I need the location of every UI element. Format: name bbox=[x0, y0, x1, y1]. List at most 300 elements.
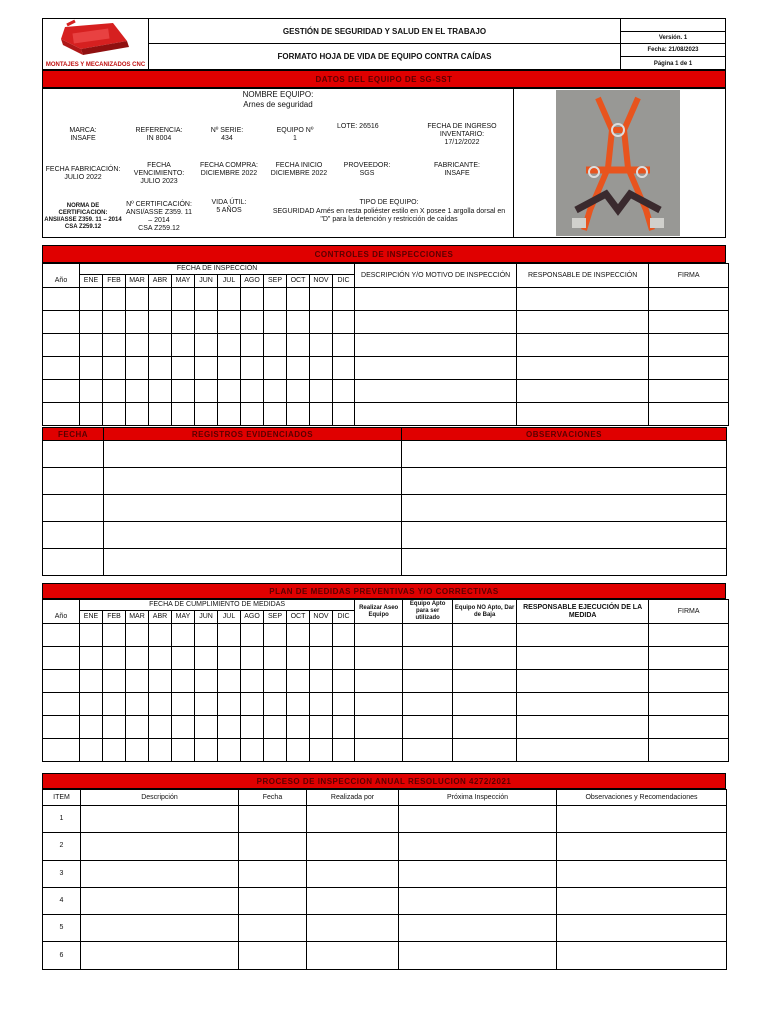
proceso-cell[interactable] bbox=[239, 860, 307, 887]
plan-row-cell[interactable] bbox=[453, 693, 517, 716]
plan-row-cell[interactable] bbox=[43, 624, 80, 647]
plan-row-cell[interactable] bbox=[649, 716, 729, 739]
proceso-cell[interactable] bbox=[307, 887, 399, 914]
registro-row-cell[interactable] bbox=[43, 468, 104, 495]
inspeccion-row-cell[interactable] bbox=[241, 288, 264, 311]
proceso-cell[interactable] bbox=[307, 806, 399, 833]
inspeccion-row-cell[interactable] bbox=[355, 311, 517, 334]
inspeccion-row-cell[interactable] bbox=[287, 380, 310, 403]
inspeccion-row-cell[interactable] bbox=[195, 357, 218, 380]
inspeccion-row-cell[interactable] bbox=[241, 380, 264, 403]
plan-month-jun: JUN bbox=[195, 611, 218, 624]
registro-row-cell[interactable] bbox=[104, 549, 402, 576]
registro-row bbox=[43, 441, 727, 468]
plan-row-cell[interactable] bbox=[287, 716, 310, 739]
plan-row-cell[interactable] bbox=[287, 624, 310, 647]
proceso-row bbox=[43, 860, 727, 887]
inspeccion-row-cell[interactable] bbox=[149, 334, 172, 357]
proceso-row bbox=[43, 833, 727, 860]
inspeccion-row-cell[interactable] bbox=[80, 311, 103, 334]
inspeccion-row-cell[interactable] bbox=[287, 334, 310, 357]
inspeccion-row-cell[interactable] bbox=[517, 311, 649, 334]
inspeccion-row-cell[interactable] bbox=[649, 311, 729, 334]
proceso-header-5: Observaciones y Recomendaciones bbox=[557, 790, 727, 806]
inspeccion-row-cell[interactable] bbox=[649, 380, 729, 403]
plan-row-cell[interactable] bbox=[43, 739, 80, 762]
inspeccion-row-cell[interactable] bbox=[355, 357, 517, 380]
plan-row-cell[interactable] bbox=[149, 693, 172, 716]
proceso-cell[interactable] bbox=[557, 915, 727, 942]
plan-row-cell[interactable] bbox=[195, 670, 218, 693]
plan-row-cell[interactable] bbox=[649, 624, 729, 647]
plan-row-cell[interactable] bbox=[517, 693, 649, 716]
plan-row-cell[interactable] bbox=[649, 739, 729, 762]
proceso-cell[interactable] bbox=[81, 806, 239, 833]
plan-row-cell[interactable] bbox=[287, 647, 310, 670]
inspeccion-row-cell[interactable] bbox=[355, 380, 517, 403]
inspeccion-row-cell[interactable] bbox=[218, 403, 241, 426]
inspeccion-row-cell[interactable] bbox=[149, 357, 172, 380]
plan-row-cell[interactable] bbox=[80, 670, 103, 693]
inspeccion-row-cell[interactable] bbox=[126, 334, 149, 357]
inspeccion-row-cell[interactable] bbox=[126, 380, 149, 403]
registro-row-cell[interactable] bbox=[402, 495, 727, 522]
proceso-cell[interactable] bbox=[81, 942, 239, 969]
plan-row-cell[interactable] bbox=[649, 670, 729, 693]
inspeccion-row-cell[interactable] bbox=[649, 334, 729, 357]
inspeccion-row bbox=[43, 334, 729, 357]
inspeccion-row-cell[interactable] bbox=[43, 334, 80, 357]
inspeccion-row-cell[interactable] bbox=[149, 403, 172, 426]
plan-row-cell[interactable] bbox=[241, 739, 264, 762]
registro-row-cell[interactable] bbox=[43, 495, 104, 522]
proceso-cell[interactable] bbox=[307, 942, 399, 969]
plan-row-cell[interactable] bbox=[264, 624, 287, 647]
inspeccion-row-cell[interactable] bbox=[287, 357, 310, 380]
proceso-cell[interactable] bbox=[239, 915, 307, 942]
inspeccion-row-cell[interactable] bbox=[355, 288, 517, 311]
plan-row-cell[interactable] bbox=[355, 739, 403, 762]
no-apto-header: Equipo NO Apto, Dar de Baja bbox=[453, 600, 517, 624]
plan-row-cell[interactable] bbox=[103, 693, 126, 716]
plan-row-cell[interactable] bbox=[241, 624, 264, 647]
plan-month-oct: OCT bbox=[287, 611, 310, 624]
plan-row-cell[interactable] bbox=[287, 693, 310, 716]
proceso-item-number: 1 bbox=[43, 806, 81, 833]
plan-month-nov: NOV bbox=[310, 611, 333, 624]
fecha-inspeccion-header: FECHA DE INSPECCIÓN bbox=[80, 264, 355, 275]
plan-row-cell[interactable] bbox=[126, 647, 149, 670]
registro-row bbox=[43, 549, 727, 576]
plan-row-cell[interactable] bbox=[403, 624, 453, 647]
inspeccion-row-cell[interactable] bbox=[517, 380, 649, 403]
proceso-cell[interactable] bbox=[307, 915, 399, 942]
registro-row-cell[interactable] bbox=[402, 468, 727, 495]
proceso-header-2: Fecha bbox=[239, 790, 307, 806]
inspeccion-row-cell[interactable] bbox=[264, 334, 287, 357]
plan-row-cell[interactable] bbox=[403, 647, 453, 670]
inspeccion-row-cell[interactable] bbox=[43, 311, 80, 334]
proceso-cell[interactable] bbox=[399, 915, 557, 942]
inspeccion-row-cell[interactable] bbox=[310, 403, 333, 426]
inspeccion-row-cell[interactable] bbox=[333, 357, 355, 380]
registro-row-cell[interactable] bbox=[43, 522, 104, 549]
proceso-item-number: 2 bbox=[43, 833, 81, 860]
plan-row-cell[interactable] bbox=[172, 739, 195, 762]
plan-row-cell[interactable] bbox=[355, 670, 403, 693]
plan-row bbox=[43, 716, 729, 739]
plan-row-cell[interactable] bbox=[126, 739, 149, 762]
proceso-cell[interactable] bbox=[239, 887, 307, 914]
plan-row-cell[interactable] bbox=[172, 693, 195, 716]
inspeccion-row-cell[interactable] bbox=[103, 357, 126, 380]
proceso-cell[interactable] bbox=[557, 833, 727, 860]
inspeccion-row bbox=[43, 380, 729, 403]
plan-row-cell[interactable] bbox=[403, 670, 453, 693]
inspeccion-row-cell[interactable] bbox=[80, 403, 103, 426]
inspeccion-row-cell[interactable] bbox=[264, 380, 287, 403]
proceso-row bbox=[43, 806, 727, 833]
proceso-cell[interactable] bbox=[81, 860, 239, 887]
inspeccion-row-cell[interactable] bbox=[333, 380, 355, 403]
plan-row-cell[interactable] bbox=[103, 647, 126, 670]
proceso-cell[interactable] bbox=[81, 915, 239, 942]
plan-row-cell[interactable] bbox=[172, 624, 195, 647]
inspeccion-row-cell[interactable] bbox=[287, 288, 310, 311]
plan-row-cell[interactable] bbox=[43, 647, 80, 670]
plan-row-cell[interactable] bbox=[453, 716, 517, 739]
inspeccion-row-cell[interactable] bbox=[43, 357, 80, 380]
plan-row-cell[interactable] bbox=[264, 670, 287, 693]
plan-row-cell[interactable] bbox=[310, 693, 333, 716]
registro-row-cell[interactable] bbox=[402, 441, 727, 468]
plan-row-cell[interactable] bbox=[264, 647, 287, 670]
plan-row-cell[interactable] bbox=[333, 739, 355, 762]
proceso-cell[interactable] bbox=[399, 942, 557, 969]
plan-row-cell[interactable] bbox=[241, 647, 264, 670]
plan-row-cell[interactable] bbox=[649, 693, 729, 716]
inspeccion-row-cell[interactable] bbox=[195, 311, 218, 334]
proceso-cell[interactable] bbox=[239, 942, 307, 969]
inspeccion-row-cell[interactable] bbox=[310, 311, 333, 334]
plan-section-title: PLAN DE MEDIDAS PREVENTIVAS Y/O CORRECTIVAS bbox=[42, 583, 726, 599]
plan-row-cell[interactable] bbox=[195, 739, 218, 762]
plan-row-cell[interactable] bbox=[149, 739, 172, 762]
inspeccion-row-cell[interactable] bbox=[333, 288, 355, 311]
plan-row-cell[interactable] bbox=[126, 670, 149, 693]
controles-month-jun: JUN bbox=[195, 275, 218, 288]
plan-month-ene: ENE bbox=[80, 611, 103, 624]
page-title: GESTIÓN DE SEGURIDAD Y SALUD EN EL TRABAJO bbox=[148, 18, 621, 44]
plan-row-cell[interactable] bbox=[355, 624, 403, 647]
inspeccion-row-cell[interactable] bbox=[218, 311, 241, 334]
inspeccion-row-cell[interactable] bbox=[517, 403, 649, 426]
fabricante-cell: FABRICANTE: INSAFE bbox=[434, 162, 480, 177]
proceso-cell[interactable] bbox=[81, 887, 239, 914]
apto-header: Equipo Apto para ser utilizado bbox=[403, 600, 453, 624]
plan-row-cell[interactable] bbox=[103, 624, 126, 647]
version-label: Versión. 1 bbox=[620, 31, 726, 44]
plan-row-cell[interactable] bbox=[195, 693, 218, 716]
plan-row-cell[interactable] bbox=[80, 693, 103, 716]
registro-row-cell[interactable] bbox=[402, 549, 727, 576]
proceso-cell[interactable] bbox=[307, 833, 399, 860]
proceso-cell[interactable] bbox=[557, 887, 727, 914]
inspeccion-row-cell[interactable] bbox=[172, 334, 195, 357]
controles-month-mar: MAR bbox=[126, 275, 149, 288]
controles-month-may: MAY bbox=[172, 275, 195, 288]
controles-month-nov: NOV bbox=[310, 275, 333, 288]
fecha-ingreso-cell: FECHA DE INGRESO INVENTARIO: 17/12/2022 bbox=[427, 123, 497, 146]
plan-row-cell[interactable] bbox=[195, 624, 218, 647]
inspeccion-row-cell[interactable] bbox=[172, 380, 195, 403]
plan-row-cell[interactable] bbox=[218, 624, 241, 647]
plan-row-cell[interactable] bbox=[517, 624, 649, 647]
controles-month-ago: AGO bbox=[241, 275, 264, 288]
inspeccion-row-cell[interactable] bbox=[517, 334, 649, 357]
plan-row-cell[interactable] bbox=[333, 693, 355, 716]
plan-row-cell[interactable] bbox=[517, 716, 649, 739]
plan-row-cell[interactable] bbox=[172, 647, 195, 670]
proceso-item-number: 4 bbox=[43, 887, 81, 914]
inspeccion-row-cell[interactable] bbox=[103, 311, 126, 334]
inspeccion-row-cell[interactable] bbox=[43, 403, 80, 426]
plan-row-cell[interactable] bbox=[264, 716, 287, 739]
inspeccion-row-cell[interactable] bbox=[333, 311, 355, 334]
inspeccion-row-cell[interactable] bbox=[241, 334, 264, 357]
plan-row-cell[interactable] bbox=[333, 670, 355, 693]
registros-fecha-header: FECHA bbox=[43, 428, 104, 441]
inspeccion-row-cell[interactable] bbox=[218, 357, 241, 380]
inspeccion-row-cell[interactable] bbox=[126, 311, 149, 334]
fecha-fabricacion-cell: FECHA FABRICACIÓN: JULIO 2022 bbox=[45, 166, 121, 181]
plan-row-cell[interactable] bbox=[43, 716, 80, 739]
inspeccion-row-cell[interactable] bbox=[287, 311, 310, 334]
inspeccion-row-cell[interactable] bbox=[103, 380, 126, 403]
plan-month-may: MAY bbox=[172, 611, 195, 624]
plan-row-cell[interactable] bbox=[453, 739, 517, 762]
proceso-cell[interactable] bbox=[307, 860, 399, 887]
proceso-header-0: ITEM bbox=[43, 790, 81, 806]
plan-row-cell[interactable] bbox=[403, 739, 453, 762]
plan-row-cell[interactable] bbox=[287, 739, 310, 762]
proceso-cell[interactable] bbox=[399, 833, 557, 860]
plan-row-cell[interactable] bbox=[80, 647, 103, 670]
plan-row-cell[interactable] bbox=[80, 739, 103, 762]
plan-row-cell[interactable] bbox=[517, 670, 649, 693]
inspeccion-row-cell[interactable] bbox=[333, 334, 355, 357]
proceso-cell[interactable] bbox=[399, 806, 557, 833]
registro-row-cell[interactable] bbox=[104, 468, 402, 495]
inspeccion-row-cell[interactable] bbox=[649, 403, 729, 426]
inspeccion-row-cell[interactable] bbox=[218, 334, 241, 357]
registro-row-cell[interactable] bbox=[104, 495, 402, 522]
inspeccion-row-cell[interactable] bbox=[310, 334, 333, 357]
plan-row-cell[interactable] bbox=[149, 647, 172, 670]
plan-row-cell[interactable] bbox=[80, 624, 103, 647]
plan-row-cell[interactable] bbox=[310, 716, 333, 739]
plan-row-cell[interactable] bbox=[310, 739, 333, 762]
registro-row-cell[interactable] bbox=[43, 441, 104, 468]
inspeccion-row-cell[interactable] bbox=[287, 403, 310, 426]
plan-row-cell[interactable] bbox=[649, 647, 729, 670]
inspeccion-row-cell[interactable] bbox=[649, 288, 729, 311]
plan-row-cell[interactable] bbox=[43, 693, 80, 716]
plan-row-cell[interactable] bbox=[241, 716, 264, 739]
inspeccion-row-cell[interactable] bbox=[517, 357, 649, 380]
plan-firma-header: FIRMA bbox=[649, 600, 729, 624]
plan-row-cell[interactable] bbox=[287, 670, 310, 693]
registro-row-cell[interactable] bbox=[402, 522, 727, 549]
inspeccion-row-cell[interactable] bbox=[43, 288, 80, 311]
plan-row-cell[interactable] bbox=[172, 716, 195, 739]
inspeccion-row-cell[interactable] bbox=[355, 334, 517, 357]
inspeccion-row-cell[interactable] bbox=[195, 403, 218, 426]
plan-month-abr: ABR bbox=[149, 611, 172, 624]
plan-row-cell[interactable] bbox=[103, 739, 126, 762]
inspeccion-row-cell[interactable] bbox=[195, 380, 218, 403]
inspeccion-row bbox=[43, 403, 729, 426]
inspeccion-row-cell[interactable] bbox=[310, 357, 333, 380]
inspeccion-row-cell[interactable] bbox=[218, 380, 241, 403]
pagina-label: Página 1 de 1 bbox=[653, 60, 693, 67]
controles-month-jul: JUL bbox=[218, 275, 241, 288]
descripcion-header: DESCRIPCIÓN Y/O MOTIVO DE INSPECCIÓN bbox=[355, 264, 517, 288]
inspeccion-row-cell[interactable] bbox=[172, 357, 195, 380]
plan-row-cell[interactable] bbox=[453, 670, 517, 693]
plan-responsable-header: RESPONSABLE EJECUCIÓN DE LA MEDIDA bbox=[517, 600, 649, 624]
plan-row-cell[interactable] bbox=[103, 716, 126, 739]
inspeccion-row-cell[interactable] bbox=[649, 357, 729, 380]
plan-row-cell[interactable] bbox=[403, 716, 453, 739]
plan-row-cell[interactable] bbox=[103, 670, 126, 693]
plan-row-cell[interactable] bbox=[149, 670, 172, 693]
plan-row-cell[interactable] bbox=[310, 624, 333, 647]
plan-row-cell[interactable] bbox=[333, 716, 355, 739]
proceso-cell[interactable] bbox=[239, 833, 307, 860]
controles-month-feb: FEB bbox=[103, 275, 126, 288]
inspeccion-row-cell[interactable] bbox=[264, 311, 287, 334]
plan-row-cell[interactable] bbox=[355, 693, 403, 716]
inspeccion-row bbox=[43, 311, 729, 334]
registro-row-cell[interactable] bbox=[104, 522, 402, 549]
inspeccion-row-cell[interactable] bbox=[264, 403, 287, 426]
inspeccion-row-cell[interactable] bbox=[310, 380, 333, 403]
plan-row-cell[interactable] bbox=[195, 647, 218, 670]
inspeccion-row-cell[interactable] bbox=[172, 311, 195, 334]
inspeccion-row-cell[interactable] bbox=[310, 288, 333, 311]
nombre-equipo-value: Arnes de seguridad bbox=[243, 99, 313, 109]
plan-row-cell[interactable] bbox=[195, 716, 218, 739]
plan-row-cell[interactable] bbox=[333, 624, 355, 647]
inspeccion-row-cell[interactable] bbox=[103, 403, 126, 426]
plan-row-cell[interactable] bbox=[218, 670, 241, 693]
proceso-cell[interactable] bbox=[399, 887, 557, 914]
plan-row-cell[interactable] bbox=[218, 693, 241, 716]
plan-row-cell[interactable] bbox=[149, 624, 172, 647]
inspeccion-row-cell[interactable] bbox=[103, 288, 126, 311]
registro-row-cell[interactable] bbox=[104, 441, 402, 468]
inspeccion-row-cell[interactable] bbox=[103, 334, 126, 357]
plan-row-cell[interactable] bbox=[218, 716, 241, 739]
proceso-cell[interactable] bbox=[239, 806, 307, 833]
plan-row-cell[interactable] bbox=[172, 670, 195, 693]
proceso-cell[interactable] bbox=[557, 806, 727, 833]
plan-row-cell[interactable] bbox=[517, 647, 649, 670]
inspeccion-row-cell[interactable] bbox=[126, 403, 149, 426]
inspeccion-row-cell[interactable] bbox=[241, 311, 264, 334]
plan-row-cell[interactable] bbox=[241, 693, 264, 716]
plan-row-cell[interactable] bbox=[453, 624, 517, 647]
inspeccion-row-cell[interactable] bbox=[172, 403, 195, 426]
inspeccion-row-cell[interactable] bbox=[149, 311, 172, 334]
plan-row-cell[interactable] bbox=[355, 716, 403, 739]
plan-row-cell[interactable] bbox=[333, 647, 355, 670]
inspeccion-row-cell[interactable] bbox=[264, 288, 287, 311]
plan-row-cell[interactable] bbox=[126, 624, 149, 647]
plan-row-cell[interactable] bbox=[218, 739, 241, 762]
inspeccion-row-cell[interactable] bbox=[355, 403, 517, 426]
plan-row-cell[interactable] bbox=[310, 670, 333, 693]
proceso-header-4: Próxima Inspección bbox=[399, 790, 557, 806]
inspeccion-row-cell[interactable] bbox=[126, 357, 149, 380]
fecha-inicio-cell: FECHA INICIO DICIEMBRE 2022 bbox=[270, 162, 328, 177]
plan-row-cell[interactable] bbox=[218, 647, 241, 670]
plan-row-cell[interactable] bbox=[264, 739, 287, 762]
proceso-cell[interactable] bbox=[399, 860, 557, 887]
proceso-cell[interactable] bbox=[557, 942, 727, 969]
proceso-cell[interactable] bbox=[81, 833, 239, 860]
plan-row-cell[interactable] bbox=[126, 716, 149, 739]
inspeccion-row-cell[interactable] bbox=[241, 403, 264, 426]
inspeccion-row-cell[interactable] bbox=[195, 334, 218, 357]
inspeccion-row-cell[interactable] bbox=[218, 288, 241, 311]
plan-row-cell[interactable] bbox=[126, 693, 149, 716]
inspeccion-row-cell[interactable] bbox=[80, 288, 103, 311]
inspeccion-row-cell[interactable] bbox=[333, 403, 355, 426]
proceso-cell[interactable] bbox=[557, 860, 727, 887]
controles-month-ene: ENE bbox=[80, 275, 103, 288]
plan-row-cell[interactable] bbox=[355, 647, 403, 670]
plan-row-cell[interactable] bbox=[517, 739, 649, 762]
plan-row-cell[interactable] bbox=[453, 647, 517, 670]
inspeccion-row-cell[interactable] bbox=[195, 288, 218, 311]
inspeccion-row-cell[interactable] bbox=[126, 288, 149, 311]
plan-row-cell[interactable] bbox=[80, 716, 103, 739]
registros-table bbox=[42, 427, 727, 576]
inspeccion-row-cell[interactable] bbox=[264, 357, 287, 380]
plan-row-cell[interactable] bbox=[264, 693, 287, 716]
equipo-no-cell: EQUIPO Nº 1 bbox=[276, 127, 314, 142]
registros-evidenciados-header: REGISTROS EVIDENCIADOS bbox=[104, 428, 402, 441]
inspeccion-row-cell[interactable] bbox=[149, 288, 172, 311]
inspeccion-row-cell[interactable] bbox=[80, 334, 103, 357]
inspeccion-row-cell[interactable] bbox=[149, 380, 172, 403]
inspeccion-row-cell[interactable] bbox=[172, 288, 195, 311]
plan-row-cell[interactable] bbox=[241, 670, 264, 693]
inspeccion-row-cell[interactable] bbox=[80, 380, 103, 403]
controles-month-oct: OCT bbox=[287, 275, 310, 288]
plan-row-cell[interactable] bbox=[310, 647, 333, 670]
inspeccion-row-cell[interactable] bbox=[80, 357, 103, 380]
registro-row-cell[interactable] bbox=[43, 549, 104, 576]
inspeccion-row-cell[interactable] bbox=[43, 380, 80, 403]
inspeccion-row-cell[interactable] bbox=[517, 288, 649, 311]
inspeccion-row-cell[interactable] bbox=[241, 357, 264, 380]
plan-row-cell[interactable] bbox=[403, 693, 453, 716]
plan-row-cell[interactable] bbox=[149, 716, 172, 739]
plan-row-cell[interactable] bbox=[43, 670, 80, 693]
